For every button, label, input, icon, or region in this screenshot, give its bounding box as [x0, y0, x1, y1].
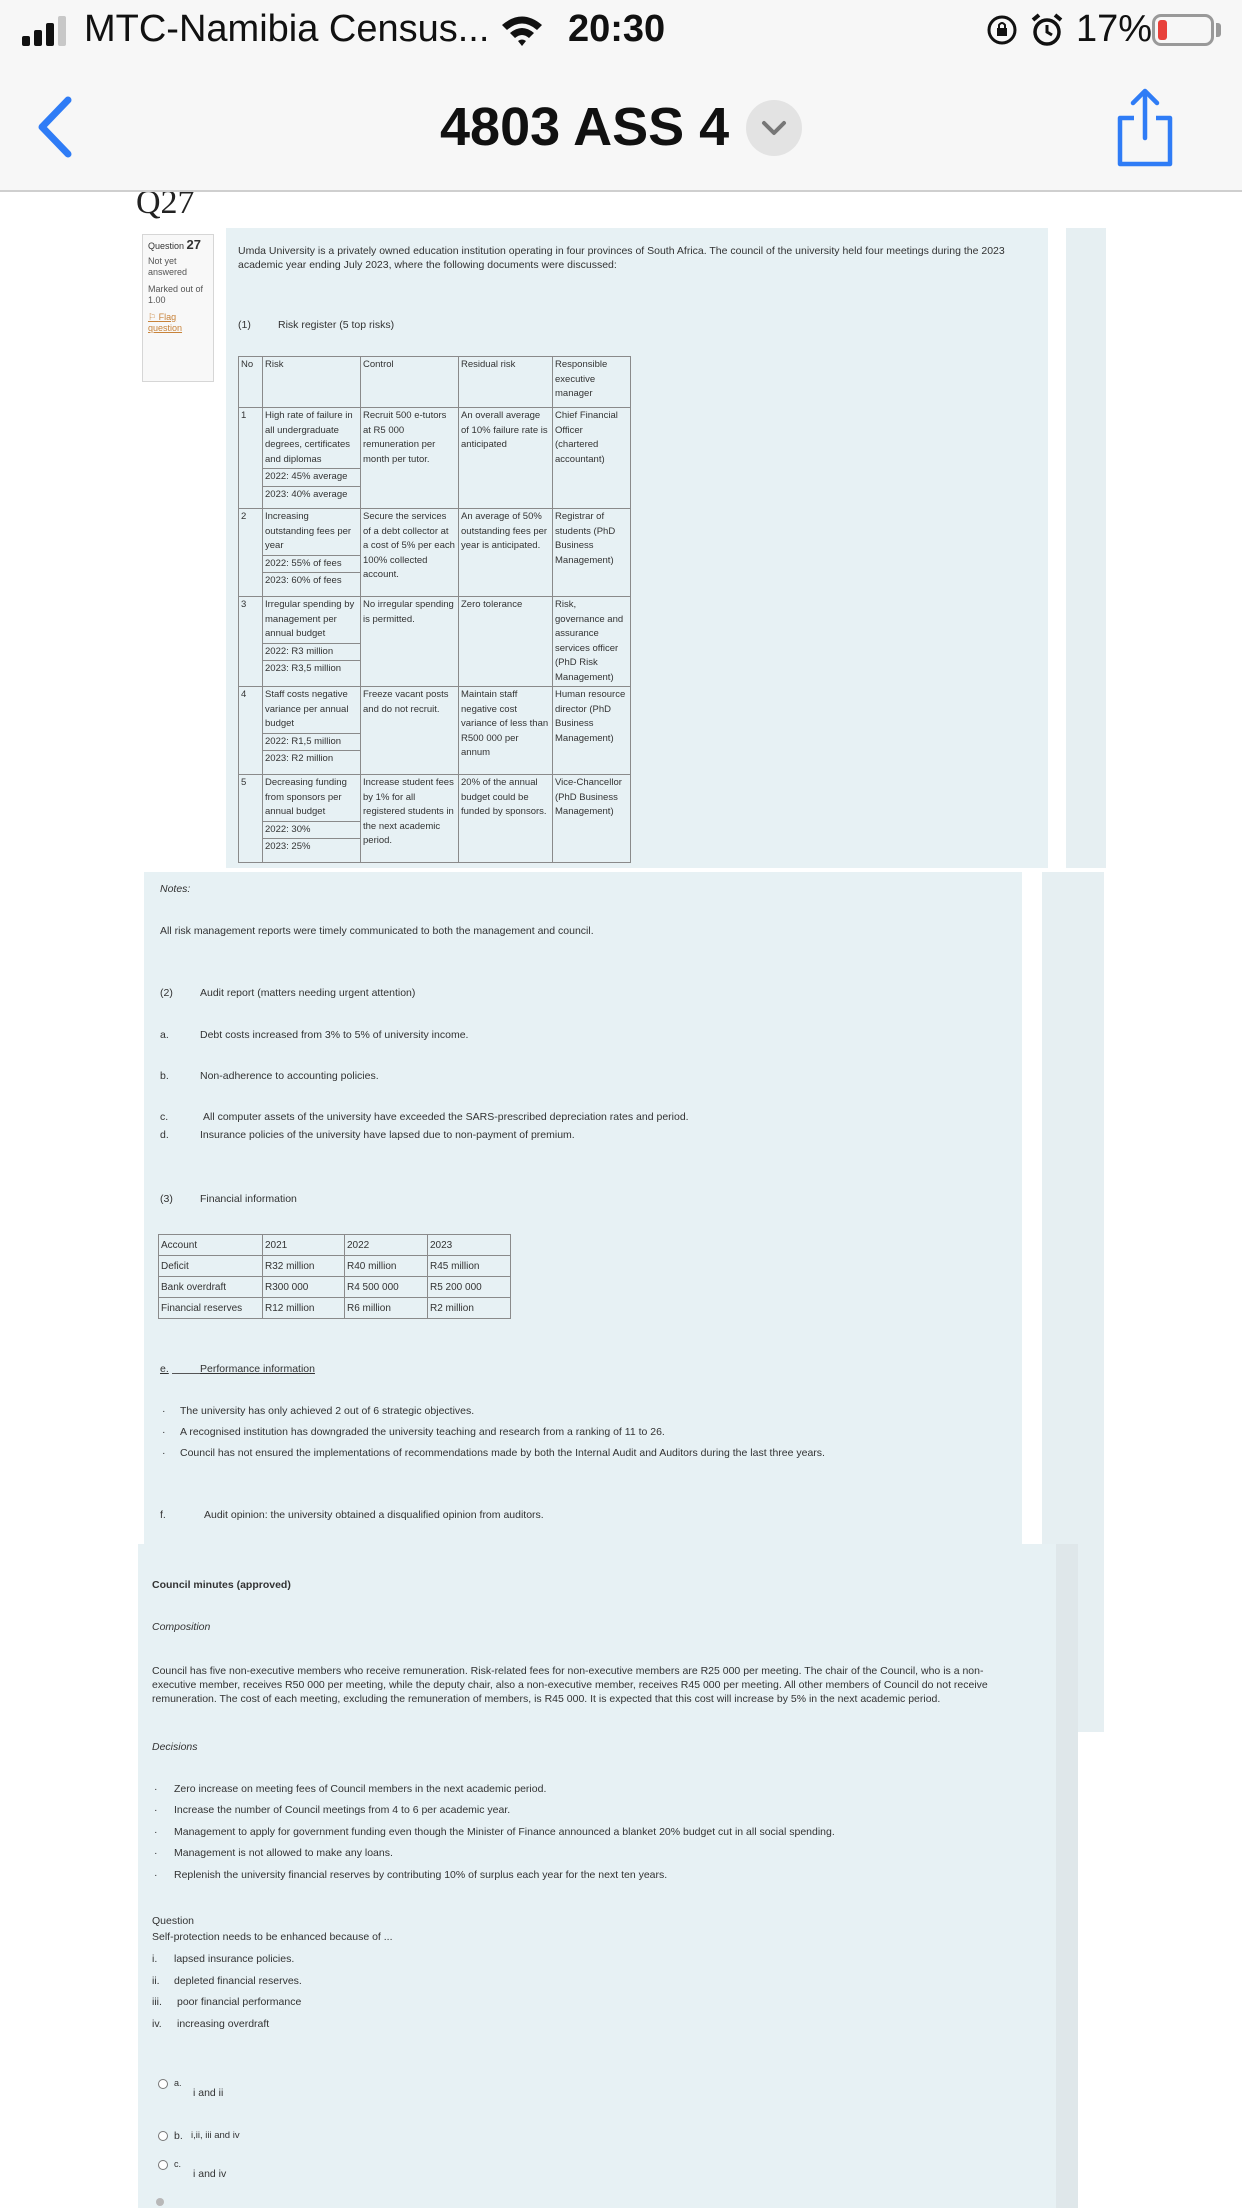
manager-cell: Human resource director (PhD Business Management) [553, 687, 631, 775]
table-row [159, 1277, 511, 1298]
account-name: Bank overdraft [159, 1277, 263, 1298]
share-icon[interactable] [1114, 86, 1176, 170]
value-2021: R12 million [263, 1298, 345, 1319]
audit-item-label: b. [160, 1070, 169, 1082]
risk-cell [263, 597, 361, 687]
statement-text: lapsed insurance policies. [174, 1953, 295, 1965]
bullet-dot: · [154, 1847, 158, 1859]
risk-2023: 2023: 25% [265, 841, 311, 852]
chevron-down-icon [746, 100, 802, 156]
value-2022: R6 million [345, 1298, 428, 1319]
risk-text: Increasing outstanding fees per year [263, 509, 360, 556]
risk-text: Staff costs negative variance per annual budget [263, 687, 360, 734]
audit-title: Audit report (matters needing urgent attention) [200, 987, 416, 999]
residual-cell: Zero tolerance [459, 597, 553, 687]
clock-time: 20:30 [568, 8, 666, 50]
performance-title: Performance information [200, 1363, 315, 1375]
residual-cell: 20% of the annual budget could be funded by sponsors. [459, 775, 553, 863]
table-header-row [159, 1235, 511, 1256]
statement-number: ii. [152, 1975, 160, 1987]
option-text[interactable]: i and ii [193, 2087, 224, 2099]
scenario-panel-margin [1066, 228, 1106, 868]
audit-item-text: Insurance policies of the university have lapsed due to non-payment of premium. [200, 1129, 575, 1141]
risk-2022: 2022: 45% average [263, 469, 360, 487]
value-2021: R300 000 [263, 1277, 345, 1298]
header-residual-risk: Residual risk [459, 357, 553, 408]
statement-number: i. [152, 1953, 158, 1965]
back-chevron-icon[interactable] [30, 92, 80, 162]
header-2022: 2022 [345, 1235, 428, 1256]
next-option-radio-partial[interactable] [156, 2198, 164, 2206]
value-2023: R5 200 000 [428, 1277, 511, 1298]
bullet-dot: · [154, 1869, 158, 1881]
statement-number: iii. [152, 1996, 162, 2008]
account-name: Deficit [159, 1256, 263, 1277]
risk-text: Decreasing funding from sponsors per annual budget [263, 775, 360, 822]
value-2022: R4 500 000 [345, 1277, 428, 1298]
wifi-icon [500, 14, 544, 48]
residual-cell: An overall average of 10% failure rate is anticipated [459, 408, 553, 509]
financial-number: (3) [160, 1193, 173, 1205]
audit-opinion-text: Audit opinion: the university obtained a disqualified opinion from auditors. [204, 1509, 544, 1521]
composition-label: Composition [152, 1621, 211, 1633]
table-row [159, 1256, 511, 1277]
risk-cell [263, 775, 361, 863]
decisions-label: Decisions [152, 1741, 198, 1753]
option-text[interactable]: i and iv [193, 2168, 227, 2180]
notes-label: Notes: [160, 883, 191, 895]
decision-item: Zero increase on meeting fees of Council members in the next academic period. [174, 1783, 547, 1795]
battery-cap [1216, 23, 1221, 37]
performance-item: The university has only achieved 2 out of 6 strategic objectives. [180, 1405, 475, 1417]
control-cell: Recruit 500 e-tutors at R5 000 remuneration per month per tutor. [361, 408, 459, 509]
statement-number: iv. [152, 2018, 162, 2030]
financial-title: Financial information [200, 1193, 297, 1205]
question-state: Not yet answered [148, 256, 188, 277]
audit-opinion-label: f. [160, 1509, 166, 1521]
question-label: Question [148, 241, 185, 251]
risk-cell [263, 509, 361, 597]
risk-2023: 2023: 60% of fees [265, 575, 342, 586]
question-label: Question [152, 1915, 195, 1927]
account-name: Financial reserves [159, 1298, 263, 1319]
carrier-name: MTC-Namibia Census... [84, 8, 490, 50]
option-a-radio[interactable] [158, 2079, 168, 2089]
header-2023: 2023 [428, 1235, 511, 1256]
audit-item-label: d. [160, 1129, 169, 1141]
statement-text: increasing overdraft [177, 2018, 270, 2030]
value-2023: R2 million [428, 1298, 511, 1319]
row-number: 4 [239, 687, 263, 775]
audit-item-text: All computer assets of the university have exceeded the SARS-prescribed depreciation rates and period. [203, 1111, 689, 1123]
decision-item: Management to apply for government funding even though the Minister of Finance announced a blanket 20% budget cut in all social spending. [174, 1826, 835, 1838]
flag-question-label: Flag question [148, 312, 183, 333]
council-title: Council minutes (approved) [152, 1579, 291, 1591]
financial-table [158, 1234, 511, 1319]
table-row [239, 775, 631, 863]
risk-2023: 2023: 40% average [265, 488, 348, 500]
bullet-dot: · [162, 1447, 166, 1459]
option-text[interactable]: i,ii, iii and iv [191, 2130, 240, 2141]
bullet-dot: · [162, 1405, 166, 1417]
manager-cell: Risk, governance and assurance services officer (PhD Risk Management) [553, 597, 631, 687]
value-2022: R40 million [345, 1256, 428, 1277]
table-row [159, 1298, 511, 1319]
audit-item-text: Non-adherence to accounting policies. [200, 1070, 379, 1082]
statement-text: depleted financial reserves. [174, 1975, 302, 1987]
risk-cell [263, 408, 361, 509]
document-title[interactable]: 4803 ASS 4 [440, 97, 730, 157]
title-menu-button[interactable] [746, 100, 802, 156]
performance-underline [172, 1373, 200, 1374]
table-row [239, 597, 631, 687]
question-marks: Marked out of 1.00 [148, 284, 204, 305]
control-cell: No irregular spending is permitted. [361, 597, 459, 687]
table-row [239, 408, 631, 509]
option-letter: b. [174, 2130, 183, 2142]
header-control: Control [361, 357, 459, 408]
risk-2022: 2022: 55% of fees [263, 556, 360, 574]
statement-text: poor financial performance [177, 1996, 302, 2008]
value-2021: R32 million [263, 1256, 345, 1277]
question-heading: Q27 [136, 192, 195, 221]
bullet-dot: · [154, 1826, 158, 1838]
decision-item: Increase the number of Council meetings from 4 to 6 per academic year. [174, 1804, 511, 1816]
performance-label: e. [160, 1363, 169, 1375]
manager-cell: Registrar of students (PhD Business Management) [553, 509, 631, 597]
question-stem: Self-protection needs to be enhanced because of ... [152, 1931, 393, 1943]
council-panel-margin [1056, 1544, 1078, 2208]
risk-register-table [238, 356, 631, 863]
table-row [239, 687, 631, 775]
header-risk: Risk [263, 357, 361, 408]
row-number: 1 [239, 408, 263, 509]
risk-2023: 2023: R3,5 million [265, 663, 342, 674]
option-c-radio[interactable] [158, 2160, 168, 2170]
risk-register-number: (1) [238, 319, 251, 331]
bullet-dot: · [154, 1783, 158, 1795]
battery-percent: 17% [1076, 8, 1153, 50]
signal-icon [22, 16, 68, 46]
audit-item-text: Debt costs increased from 3% to 5% of university income. [200, 1029, 469, 1041]
flag-question-link[interactable]: ⚐ Flag question [148, 312, 183, 333]
intro-text: Umda University is a privately owned education institution operating in four provinces of South Africa. The council of the university held four meetings during the 2023 academic year ending July 2023, where the following documents were discussed: [238, 245, 1005, 271]
option-b-radio[interactable] [158, 2131, 168, 2141]
risk-2022: 2022: 30% [263, 822, 360, 840]
bullet-dot: · [162, 1426, 166, 1438]
manager-cell: Chief Financial Officer (chartered accountant) [553, 408, 631, 509]
header-2021: 2021 [263, 1235, 345, 1256]
question-info-box [142, 234, 214, 382]
decision-item: Replenish the university financial reserves by contributing 10% of surplus each year for the next ten years. [174, 1869, 668, 1881]
control-cell: Increase student fees by 1% for all registered students in the next academic period. [361, 775, 459, 863]
risk-2022: 2022: R1,5 million [263, 734, 360, 752]
risk-text: High rate of failure in all undergraduate degrees, certificates and diplomas [263, 408, 360, 469]
header-account: Account [159, 1235, 263, 1256]
nav-bar [0, 62, 1242, 192]
control-cell: Secure the services of a debt collector at a cost of 5% per each 100% collected account. [361, 509, 459, 597]
value-2023: R45 million [428, 1256, 511, 1277]
option-letter: c. [174, 2159, 182, 2169]
risk-text: Irregular spending by management per annual budget [263, 597, 360, 644]
option-letter: a. [174, 2078, 182, 2088]
bullet-dot: · [154, 1804, 158, 1816]
status-bar [0, 0, 1242, 62]
table-row [239, 509, 631, 597]
composition-text: Council has five non-executive members who receive remuneration. Risk-related fees for non-executive members are R25 000 per meeting. The chair of the Council, who is a non-executive member, receives R50 000 per meeting, while the deputy chair, also a non-executive member, receives R45 000 per meeting. All other members of Council do not receive remuneration. The cost of each meeting, excluding the remuneration of members, is R45 000. It is expected that this cost will increase by 5% in the next academic period. [152, 1665, 988, 1705]
audit-item-label: c. [160, 1111, 169, 1123]
performance-item: A recognised institution has downgraded the university teaching and research from a ranking of 11 to 26. [180, 1426, 665, 1438]
header-manager: Responsible executive manager [553, 357, 631, 408]
risk-2023: 2023: R2 million [265, 753, 334, 764]
question-number [148, 239, 208, 252]
notes-text: All risk management reports were timely communicated to both the management and council. [160, 925, 594, 937]
audit-item-label: a. [160, 1029, 169, 1041]
risk-register-title: Risk register (5 top risks) [278, 319, 395, 331]
row-number: 5 [239, 775, 263, 863]
control-cell: Freeze vacant posts and do not recruit. [361, 687, 459, 775]
header-no: No [239, 357, 263, 408]
manager-cell: Vice-Chancellor (PhD Business Management) [553, 775, 631, 863]
table-header-row [239, 357, 631, 408]
battery-icon [1152, 14, 1214, 46]
document-view[interactable] [0, 192, 1242, 2208]
question-number-value: 27 [186, 237, 202, 252]
residual-cell: Maintain staff negative cost variance of less than R500 000 per annum [459, 687, 553, 775]
risk-2022: 2022: R3 million [263, 644, 360, 662]
decision-item: Management is not allowed to make any loans. [174, 1847, 393, 1859]
row-number: 3 [239, 597, 263, 687]
orientation-lock-icon [986, 14, 1018, 46]
risk-cell [263, 687, 361, 775]
residual-cell: An average of 50% outstanding fees per year is anticipated. [459, 509, 553, 597]
audit-number: (2) [160, 987, 173, 999]
performance-item: Council has not ensured the implementations of recommendations made by both the Internal Audit and Auditors during the last three years. [180, 1447, 825, 1459]
row-number: 2 [239, 509, 263, 597]
alarm-icon [1030, 12, 1064, 48]
